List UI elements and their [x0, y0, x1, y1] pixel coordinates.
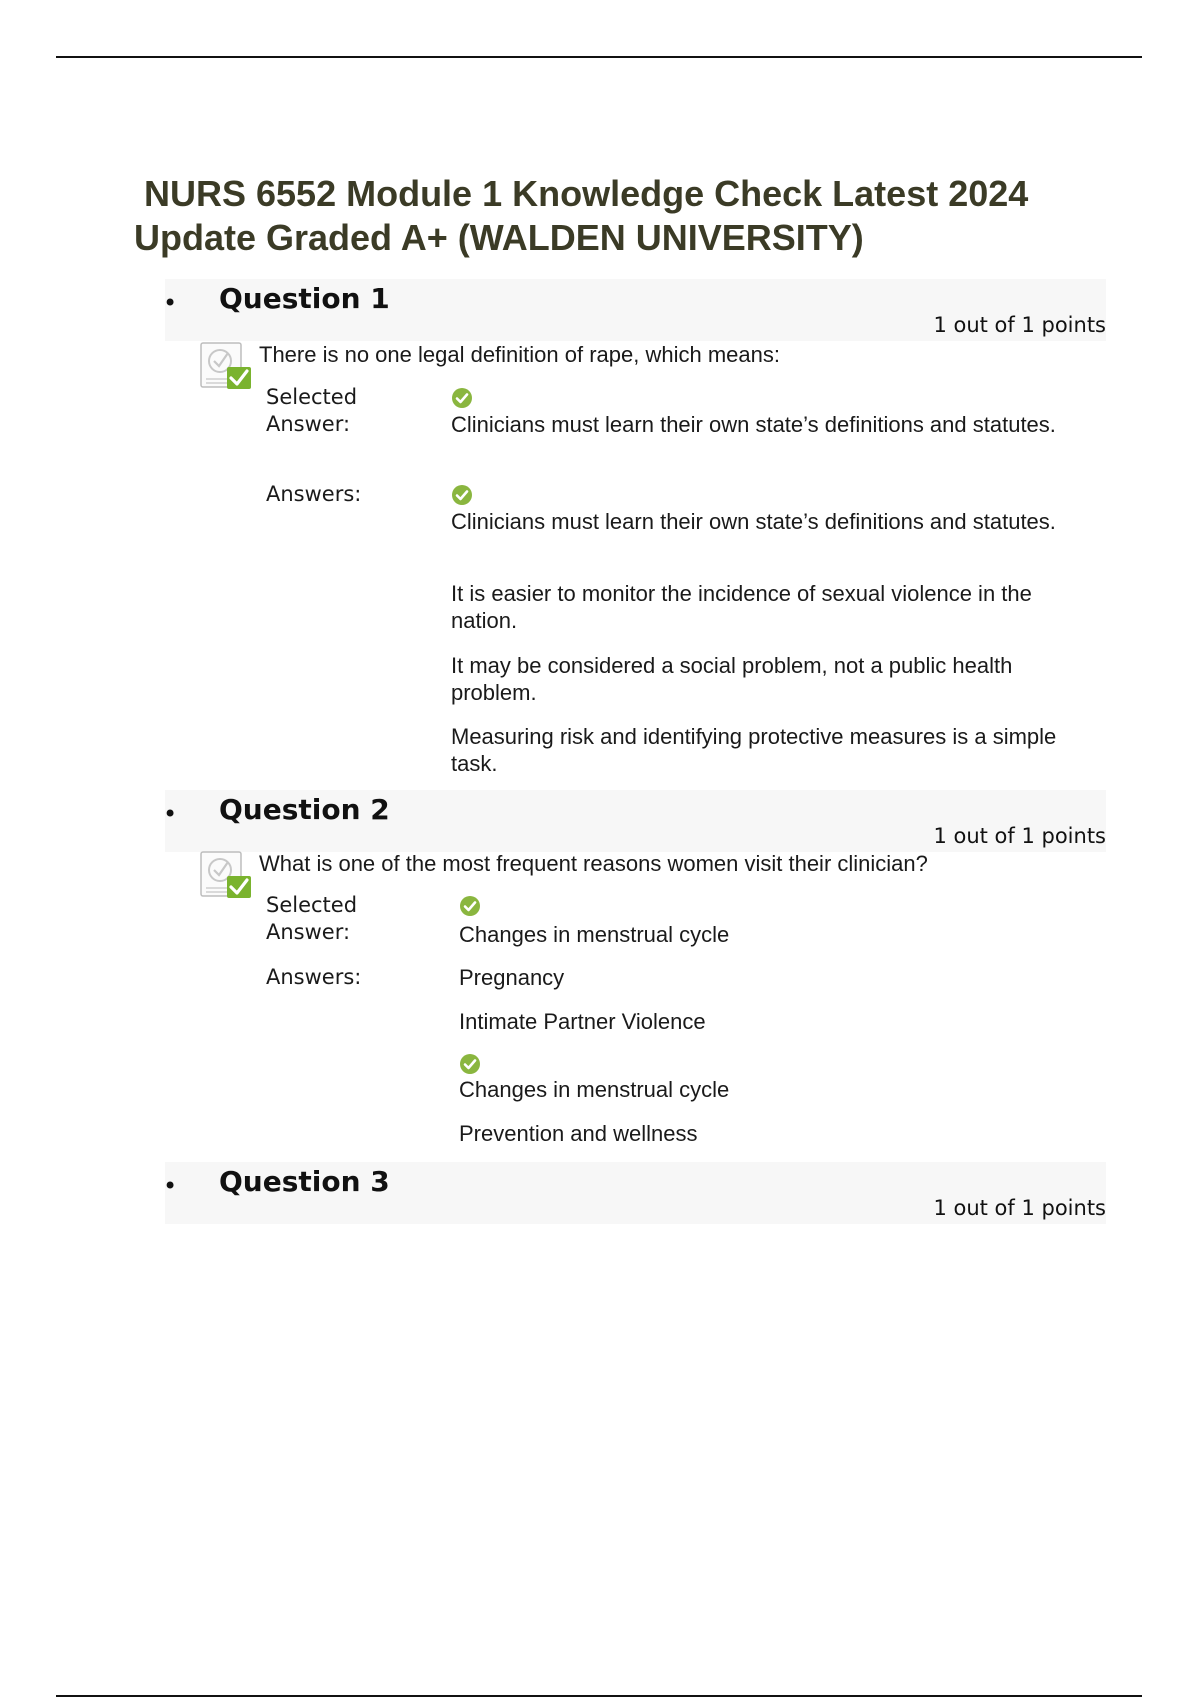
question-1-selected-answer: Clinicians must learn their own state’s definitions and statutes.: [451, 412, 1056, 437]
answers-label: Answers:: [266, 482, 362, 506]
question-1-answer-2: It is easier to monitor the incidence of sexual violence in the nation.: [451, 581, 1032, 633]
bullet-icon: •: [163, 289, 178, 317]
graded-correct-icon: [200, 850, 252, 902]
question-1-answer-4: Measuring risk and identifying protective measures is a simple task.: [451, 724, 1057, 776]
question-2-answer-3: Changes in menstrual cycle: [459, 1077, 730, 1102]
question-1-text: There is no one legal definition of rape, which means:: [259, 342, 780, 367]
question-2-title: Question 2: [219, 793, 390, 826]
selected-answer-label: [266, 892, 357, 946]
document-title-line-2: Update Graded A+ (WALDEN UNIVERSITY): [134, 217, 864, 258]
bullet-icon: •: [163, 800, 178, 828]
correct-check-icon: [451, 387, 473, 409]
question-2-selected-answer: Changes in menstrual cycle: [459, 922, 730, 947]
selected-answer-label: [266, 384, 357, 438]
document-title-line-1: NURS 6552 Module 1 Knowledge Check Latest 2024: [144, 173, 1029, 214]
selected-label-line-1: Selected: [266, 893, 358, 917]
question-1-answer-1: Clinicians must learn their own state’s definitions and statutes.: [451, 509, 1056, 534]
answers-label: Answers:: [266, 965, 362, 989]
correct-check-icon: [459, 1053, 481, 1075]
question-3-title: Question 3: [219, 1165, 390, 1198]
question-1-answer-3: It may be considered a social problem, not a public health problem.: [451, 653, 1013, 705]
question-2-answer-2: Intimate Partner Violence: [459, 1009, 706, 1034]
question-3-header: [165, 1162, 1106, 1224]
question-2-points: 1 out of 1 points: [933, 824, 1106, 848]
question-2-header: [165, 790, 1106, 852]
graded-correct-icon: [200, 341, 252, 393]
selected-label-line-2: Answer:: [266, 412, 351, 436]
correct-check-icon: [459, 895, 481, 917]
question-3-points: 1 out of 1 points: [933, 1196, 1106, 1220]
question-2-answer-4: Prevention and wellness: [459, 1121, 698, 1146]
document-title: [134, 172, 1094, 260]
bottom-rule: [56, 1695, 1142, 1697]
bullet-icon: •: [163, 1172, 178, 1200]
question-1-header: [165, 279, 1106, 341]
question-1-points: 1 out of 1 points: [933, 313, 1106, 337]
question-2-answer-1: Pregnancy: [459, 965, 565, 990]
question-1-title: Question 1: [219, 282, 390, 315]
top-rule: [56, 56, 1142, 58]
correct-check-icon: [451, 484, 473, 506]
selected-label-line-2: Answer:: [266, 920, 351, 944]
selected-label-line-1: Selected: [266, 385, 358, 409]
question-2-text: What is one of the most frequent reasons women visit their clinician?: [259, 851, 928, 876]
